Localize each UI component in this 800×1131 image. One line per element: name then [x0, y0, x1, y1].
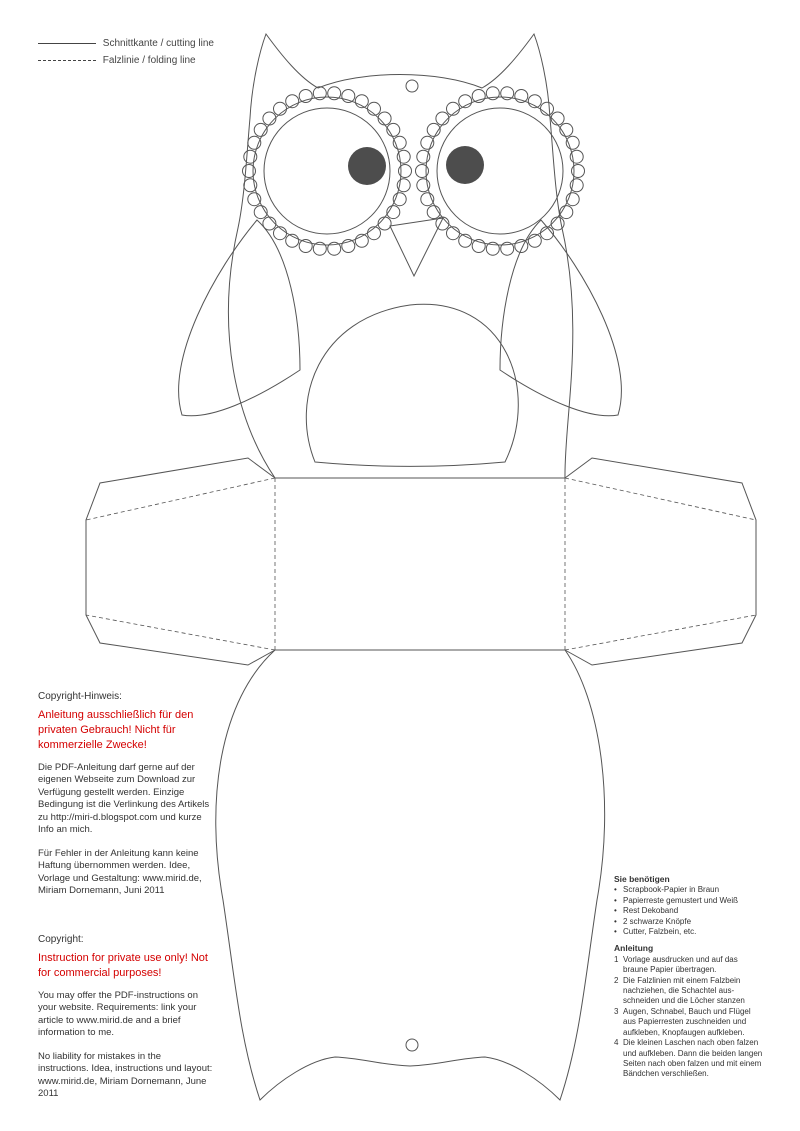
- eye-scallop-bump: [244, 179, 257, 192]
- instruction-step: [614, 1007, 764, 1038]
- materials-heading: Sie benötigen: [614, 874, 670, 884]
- right-wing: [500, 220, 621, 416]
- eye-scallop-bump: [436, 112, 449, 125]
- copyright-paragraph-de-1: Die PDF-Anleitung darf gerne auf der eigenen Webseite zum Download zur Verfügung gestellt werden. Einzige Bedingung ist die Verlinkung des Artikels zu http://miri-d.blogspot.com und kurze Info an mich.: [38, 761, 210, 835]
- copyright-paragraph-en-2: No liability for mistakes in the instructions. Idea, instructions und layout: www.mirid.de, Miriam Dornemann, June 2011: [38, 1050, 213, 1099]
- eye-scallop-bump: [572, 165, 585, 178]
- list-item: • 2 schwarze Knöpfe: [614, 917, 764, 927]
- list-item: • Cutter, Falzbein, etc.: [614, 927, 764, 937]
- copyright-warning-de: Anleitung ausschließlich für den privaten Gebrauch! Nicht für kommerzielle Zwecke!: [38, 708, 194, 751]
- eye-scallop-bump: [342, 240, 355, 253]
- hanging-hole-bottom: [406, 1039, 418, 1051]
- eye-scallop-bump: [342, 90, 355, 103]
- legend-cutting-label: Schnittkante / cutting line: [102, 38, 214, 49]
- eye-scallop-bump: [299, 90, 312, 103]
- copyright-heading-en: Copyright:: [38, 934, 84, 945]
- eye-scallop-bump: [416, 165, 429, 178]
- copyright-warning-en: Instruction for private use only! Not for commercial purposes!: [38, 951, 208, 979]
- copyright-heading-de: Copyright-Hinweis:: [38, 691, 122, 702]
- step-number: 1: [614, 954, 619, 964]
- right-flap: [565, 458, 756, 665]
- instruction-step: [614, 976, 764, 1007]
- instruction-step: [614, 955, 764, 976]
- eye-scallop-bump: [299, 240, 312, 253]
- instruction-step: [614, 1038, 764, 1080]
- eye-scallop-bump: [313, 87, 326, 100]
- beak: [390, 218, 443, 276]
- instructions-list: [614, 955, 764, 1080]
- eye-scallop-bump: [399, 165, 412, 178]
- hanging-hole-top: [406, 80, 418, 92]
- eye-scallop-bump: [378, 217, 391, 230]
- solid-line-sample: [38, 43, 96, 44]
- copyright-paragraph-en-1: You may offer the PDF-instructions on your website. Requirements: link your article to www.mirid.de and a brief information to me.: [38, 989, 198, 1038]
- eye-scallop-bump: [397, 150, 410, 163]
- copyright-notice-german: [38, 691, 213, 909]
- eye-scallop-bump: [378, 112, 391, 125]
- step-text: Vorlage ausdrucken und auf das braune Papier übertragen.: [623, 954, 738, 975]
- dashed-line-sample: [38, 60, 96, 61]
- step-number: 2: [614, 975, 619, 985]
- eye-scallop-bump: [243, 165, 256, 178]
- eye-scallop-bump: [551, 217, 564, 230]
- eye-scallop-bump: [244, 150, 257, 163]
- step-text: Die kleinen Laschen nach oben falzen und aufkleben. Dann die beiden langen Seiten nach oben falzen und mit einem Bändchen verschließen.: [623, 1038, 763, 1079]
- left-flap: [86, 458, 275, 665]
- step-text: Augen, Schnabel, Bauch und Flügel aus Papierresten zuschneiden und aufkleben, Knopfaugen aufkleben.: [623, 1006, 751, 1037]
- left-pupil: [348, 147, 386, 185]
- step-number: 3: [614, 1006, 619, 1016]
- left-wing: [179, 220, 300, 416]
- instructions-heading: Anleitung: [614, 943, 654, 954]
- step-number: 4: [614, 1038, 619, 1048]
- eye-scallop-bump: [551, 112, 564, 125]
- materials-and-instructions: [614, 874, 764, 1080]
- right-pupil: [446, 146, 484, 184]
- eye-scallop-bump: [328, 87, 341, 100]
- list-item: • Scrapbook-Papier in Braun: [614, 885, 764, 895]
- folding-lines: [86, 478, 756, 650]
- legend-folding-label: Falzlinie / folding line: [102, 55, 196, 66]
- eye-scallop-bump: [328, 242, 341, 255]
- eye-scallop-bump: [313, 242, 326, 255]
- materials-list: [614, 885, 764, 937]
- lower-body: [216, 650, 605, 1100]
- list-item: • Rest Dekoband: [614, 906, 764, 916]
- eye-scallop-bump: [263, 217, 276, 230]
- eye-scallop-bump: [397, 179, 410, 192]
- list-item: • Papierreste gemustert und Weiß: [614, 896, 764, 906]
- legend-cutting-line: [38, 38, 214, 49]
- legend-folding-line: [38, 55, 196, 66]
- eye-scallops: [243, 87, 585, 255]
- step-text: Die Falzlinien mit einem Falzbein nachziehen, die Schachtel aus-schneiden und die Löcher stanzen: [623, 975, 745, 1006]
- copyright-paragraph-de-2: Für Fehler in der Anleitung kann keine Haftung übernommen werden. Idee, Vorlage und Gestaltung: www.mirid.de, Miriam Dornemann, Juni 2011: [38, 847, 202, 896]
- eye-scallop-bump: [263, 112, 276, 125]
- belly: [306, 304, 518, 466]
- copyright-notice-english: [38, 934, 213, 1112]
